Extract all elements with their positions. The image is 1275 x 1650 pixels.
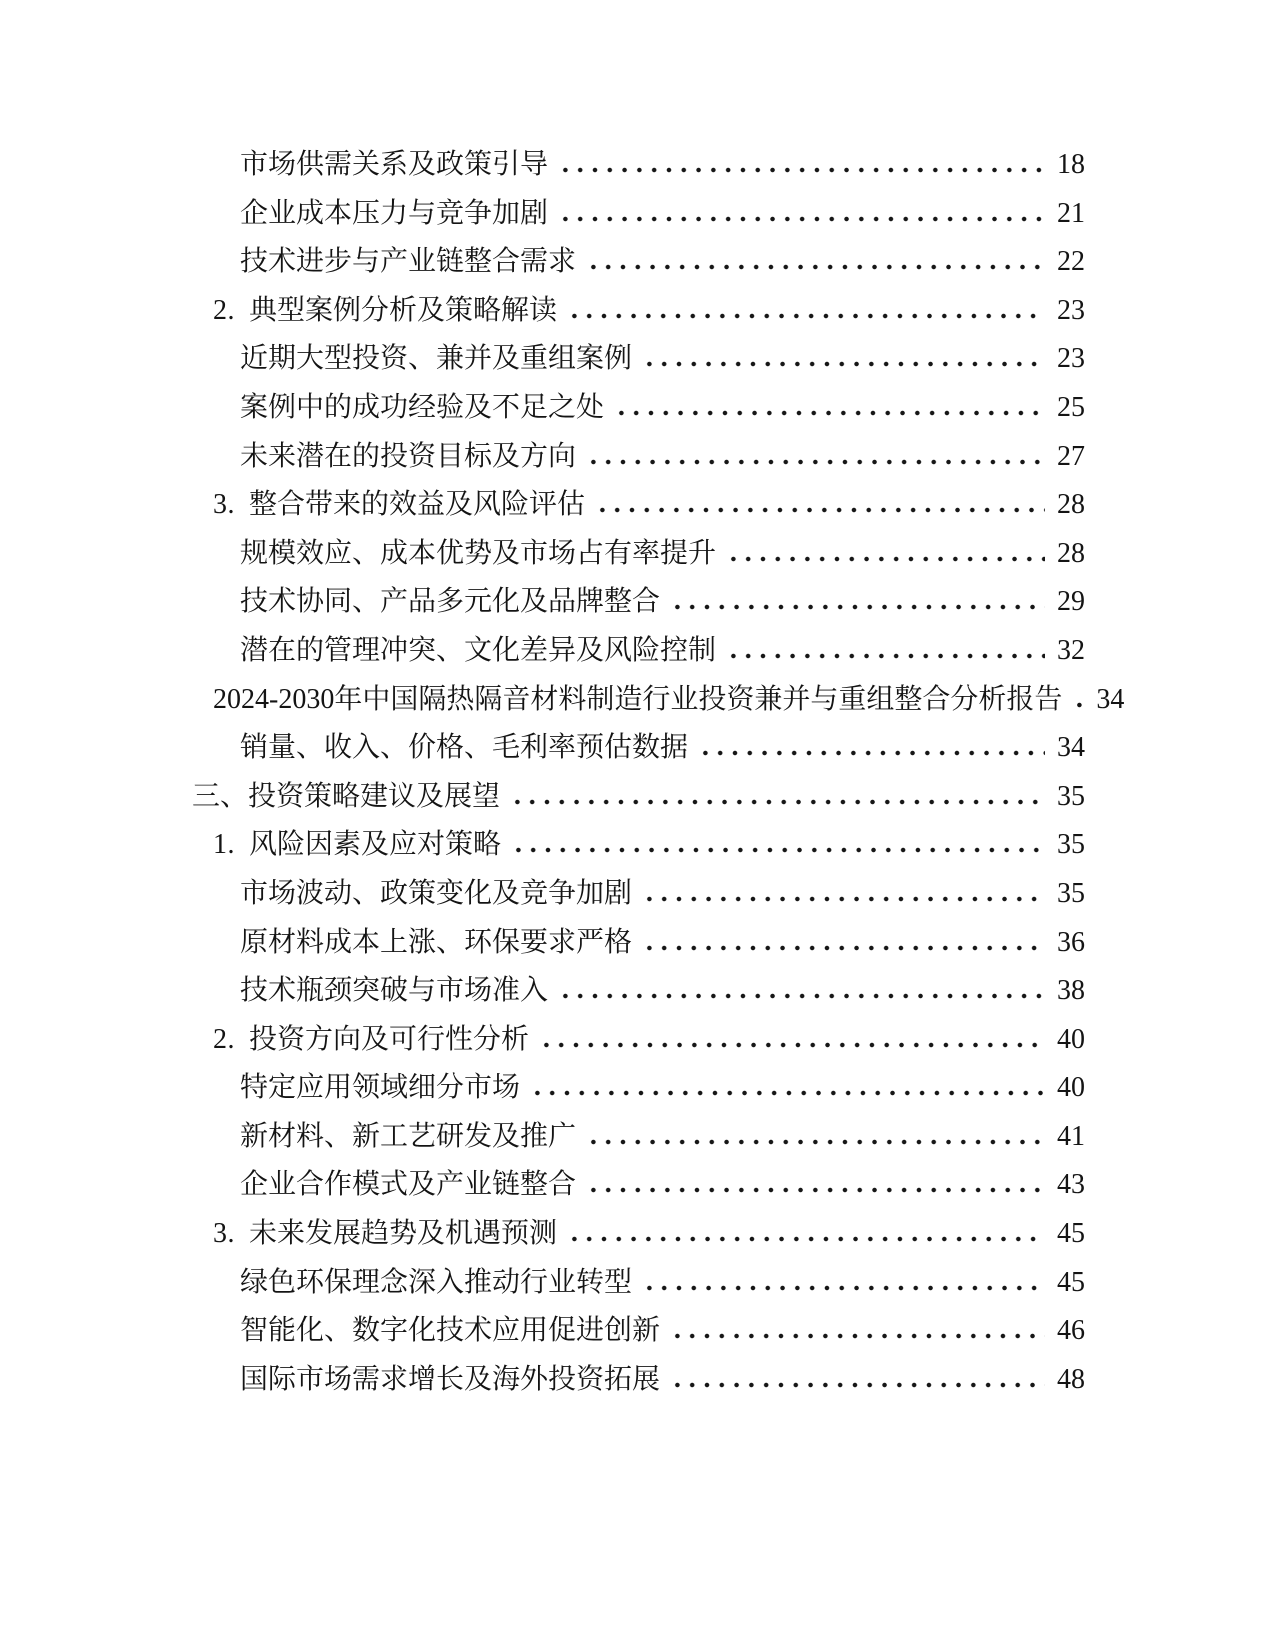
toc-dot-leader <box>558 967 1045 1016</box>
toc-entry[interactable] <box>192 384 1085 433</box>
toc-entry[interactable] <box>192 1064 1085 1113</box>
toc-entry[interactable] <box>192 1259 1085 1308</box>
toc-entry[interactable] <box>192 238 1085 287</box>
toc-entry-label: 技术瓶颈突破与市场准入 <box>240 975 549 1007</box>
toc-dot-leader <box>567 1210 1045 1259</box>
toc-entry[interactable] <box>192 627 1085 676</box>
toc-page-number: 35 <box>1057 829 1085 861</box>
toc-page-number: 18 <box>1057 149 1085 180</box>
toc-entry[interactable] <box>192 773 1085 822</box>
toc-dot-leader <box>586 433 1045 482</box>
toc-entry[interactable] <box>192 724 1085 773</box>
toc-page-number: 21 <box>1057 197 1085 229</box>
table-of-contents <box>192 141 1125 1404</box>
toc-entry-label: 企业合作模式及产业链整合 <box>240 1169 577 1201</box>
toc-dot-leader <box>726 530 1045 579</box>
toc-entry-label: 近期大型投资、兼并及重组案例 <box>240 343 633 375</box>
toc-page-number: 23 <box>1057 343 1085 375</box>
toc-dot-leader <box>698 724 1045 773</box>
toc-dot-leader <box>511 821 1045 870</box>
toc-entry-label: 市场供需关系及政策引导 <box>240 149 549 180</box>
toc-entry-label: 风险因素及应对策略 <box>249 829 502 861</box>
toc-entry-label: 整合带来的效益及风险评估 <box>249 489 586 521</box>
toc-entry-label: 绿色环保理念深入推动行业转型 <box>240 1266 633 1298</box>
toc-entry-number: 3. <box>213 1218 235 1250</box>
toc-page-number: 34 <box>1096 683 1125 715</box>
toc-page-number: 27 <box>1057 440 1085 472</box>
toc-page-number: 40 <box>1057 1023 1085 1055</box>
toc-entry[interactable] <box>192 481 1085 530</box>
toc-dot-leader <box>642 1259 1045 1308</box>
toc-dot-leader <box>567 287 1045 336</box>
toc-entry-label: 典型案例分析及策略解读 <box>249 294 558 326</box>
toc-dot-leader <box>539 1016 1045 1065</box>
toc-entry-label: 技术协同、产品多元化及品牌整合 <box>240 586 661 618</box>
toc-dot-leader <box>558 190 1045 239</box>
toc-page-number: 28 <box>1057 489 1085 521</box>
toc-page-number: 38 <box>1057 975 1085 1007</box>
toc-entry-label: 智能化、数字化技术应用促进创新 <box>240 1315 661 1347</box>
toc-entry[interactable] <box>192 919 1085 968</box>
toc-dot-leader <box>670 1307 1045 1356</box>
toc-dot-leader <box>670 578 1045 627</box>
toc-entry-label: 技术进步与产业链整合需求 <box>240 246 577 278</box>
toc-entry-label: 特定应用领域细分市场 <box>240 1072 521 1104</box>
toc-entry[interactable] <box>192 870 1085 919</box>
toc-page-number: 35 <box>1057 877 1085 909</box>
toc-entry-label: 规模效应、成本优势及市场占有率提升 <box>240 537 717 569</box>
toc-dot-leader <box>510 773 1045 822</box>
toc-entry-number: 1. <box>213 829 235 861</box>
toc-page-number: 46 <box>1057 1315 1085 1347</box>
toc-page-number: 45 <box>1057 1266 1085 1298</box>
toc-entry-label: 三、投资策略建议及展望 <box>192 780 501 812</box>
toc-page-number: 28 <box>1057 537 1085 569</box>
toc-entry[interactable] <box>192 433 1085 482</box>
toc-entry[interactable] <box>192 1113 1085 1162</box>
toc-entry[interactable] <box>192 335 1085 384</box>
toc-dot-leader <box>558 141 1045 190</box>
toc-page-number: 22 <box>1057 246 1085 278</box>
toc-entry-label: 市场波动、政策变化及竞争加剧 <box>240 877 633 909</box>
toc-page-number: 43 <box>1057 1169 1085 1201</box>
toc-entry[interactable] <box>192 530 1085 579</box>
toc-entry[interactable] <box>192 1356 1085 1405</box>
toc-dot-leader <box>642 870 1045 919</box>
toc-dot-leader <box>530 1064 1045 1113</box>
toc-dot-leader <box>642 335 1045 384</box>
toc-entry-number: 3. <box>213 489 235 521</box>
toc-dot-leader <box>642 919 1045 968</box>
toc-entry-number: 2. <box>213 1023 235 1055</box>
toc-dot-leader <box>586 1113 1045 1162</box>
toc-dot-leader <box>586 1161 1045 1210</box>
toc-entry[interactable] <box>192 676 1125 725</box>
toc-dot-leader <box>614 384 1045 433</box>
toc-page-number: 25 <box>1057 391 1085 423</box>
toc-dot-leader <box>586 238 1045 287</box>
toc-entry[interactable] <box>192 1161 1085 1210</box>
toc-entry-number: 2. <box>213 294 235 326</box>
toc-page-number: 34 <box>1057 732 1085 764</box>
toc-entry-label: 未来潜在的投资目标及方向 <box>240 440 577 472</box>
toc-entry-label: 新材料、新工艺研发及推广 <box>240 1120 577 1152</box>
toc-dot-leader <box>595 481 1045 530</box>
toc-entry-label: 2024-2030年中国隔热隔音材料制造行业投资兼并与重组整合分析报告 <box>213 683 1063 715</box>
toc-entry-label: 原材料成本上涨、环保要求严格 <box>240 926 633 958</box>
toc-entry-label: 销量、收入、价格、毛利率预估数据 <box>240 732 689 764</box>
toc-entry-label: 企业成本压力与竞争加剧 <box>240 197 549 229</box>
toc-page-number: 36 <box>1057 926 1085 958</box>
toc-page-number: 35 <box>1057 780 1085 812</box>
toc-entry[interactable] <box>192 1210 1085 1259</box>
toc-entry-label: 案例中的成功经验及不足之处 <box>240 391 605 423</box>
toc-page-number: 45 <box>1057 1218 1085 1250</box>
toc-page-number: 40 <box>1057 1072 1085 1104</box>
toc-entry[interactable] <box>192 1307 1085 1356</box>
toc-entry-label: 潜在的管理冲突、文化差异及风险控制 <box>240 634 717 666</box>
toc-entry[interactable] <box>192 141 1085 190</box>
toc-entry[interactable] <box>192 1016 1085 1065</box>
toc-entry-label: 投资方向及可行性分析 <box>249 1023 530 1055</box>
toc-page-number: 23 <box>1057 294 1085 326</box>
toc-dot-leader <box>726 627 1045 676</box>
toc-entry[interactable] <box>192 287 1085 336</box>
toc-page-number: 41 <box>1057 1120 1085 1152</box>
toc-entry[interactable] <box>192 967 1085 1016</box>
toc-page-number: 48 <box>1057 1363 1085 1395</box>
toc-entry[interactable] <box>192 190 1085 239</box>
toc-entry-label: 国际市场需求增长及海外投资拓展 <box>240 1363 661 1395</box>
toc-entry-label: 未来发展趋势及机遇预测 <box>249 1218 558 1250</box>
toc-entry[interactable] <box>192 821 1085 870</box>
toc-dot-leader <box>1072 676 1084 725</box>
toc-dot-leader <box>670 1356 1045 1405</box>
toc-page-number: 29 <box>1057 586 1085 618</box>
toc-page-number: 32 <box>1057 634 1085 666</box>
toc-entry[interactable] <box>192 578 1085 627</box>
